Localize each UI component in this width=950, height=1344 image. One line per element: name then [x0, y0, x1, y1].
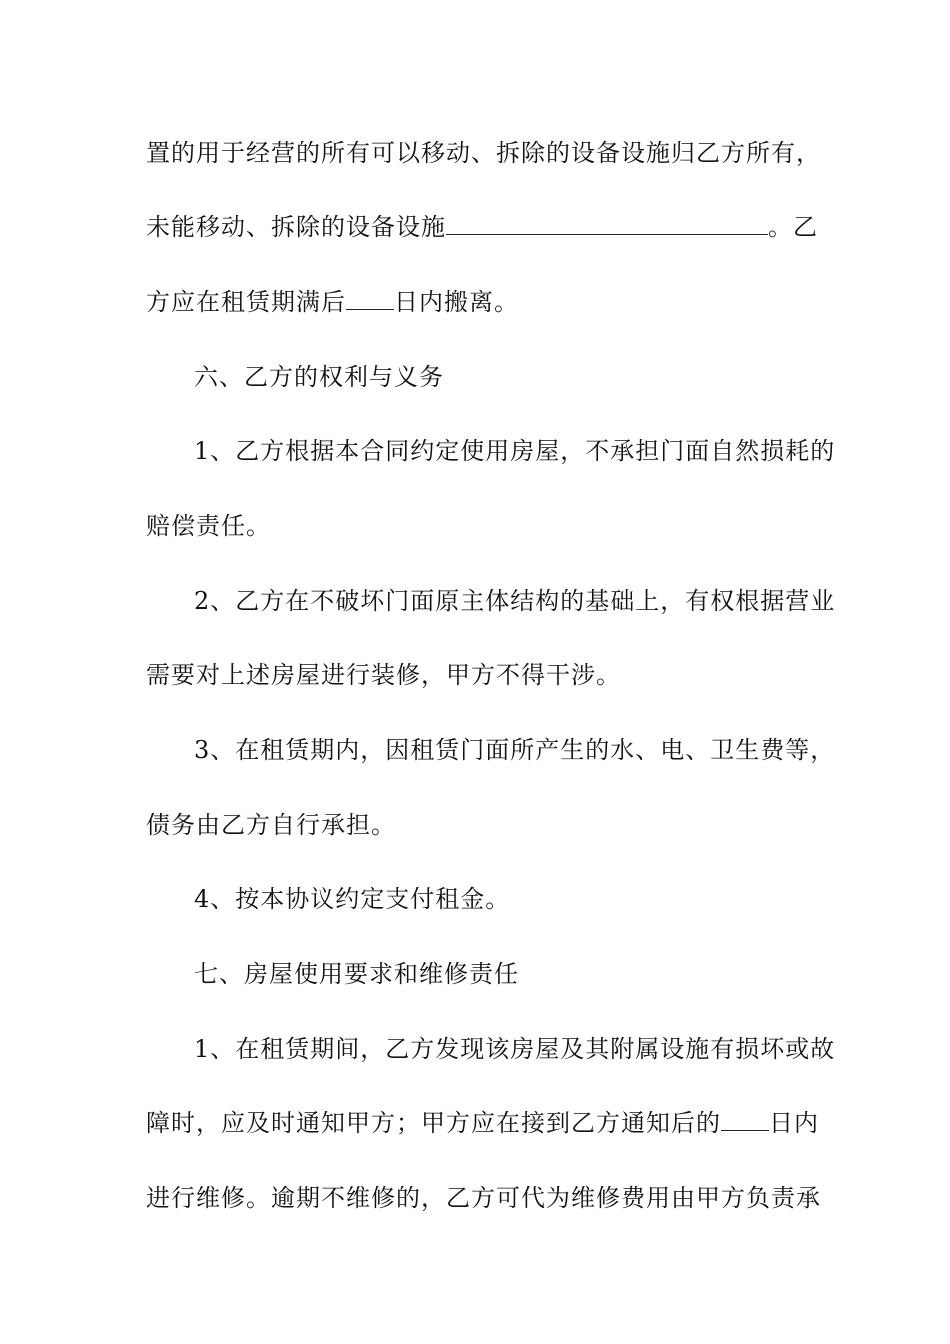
text-line: 4、按本协议约定支付租金。 — [194, 885, 511, 913]
text-segment: 日内 — [769, 1109, 819, 1137]
fill-in-blank — [446, 212, 768, 235]
fill-in-blank — [721, 1108, 769, 1131]
text-segment: 未能移动、拆除的设备设施 — [146, 213, 446, 241]
text-line — [146, 1107, 819, 1139]
text-segment: 障时，应及时通知甲方；甲方应在接到乙方通知后的 — [146, 1109, 721, 1137]
text-line: 置的用于经营的所有可以移动、拆除的设备设施归乙方所有， — [146, 139, 821, 167]
text-line: 3、在租赁期内，因租赁门面所产生的水、电、卫生费等， — [194, 736, 836, 764]
section-heading: 六、乙方的权利与义务 — [194, 363, 444, 391]
text-segment: 日内搬离。 — [394, 288, 519, 316]
section-heading: 七、房屋使用要求和维修责任 — [194, 960, 519, 988]
text-segment: 方应在租赁期满后 — [146, 288, 346, 316]
text-line: 进行维修。逾期不维修的，乙方可代为维修费用由甲方负责承 — [146, 1184, 821, 1212]
fill-in-blank — [346, 287, 394, 310]
text-line — [146, 286, 816, 318]
text-line: 1、在租赁期间，乙方发现该房屋及其附属设施有损坏或故 — [194, 1035, 836, 1063]
text-line: 1、乙方根据本合同约定使用房屋，不承担门面自然损耗的 — [194, 437, 836, 465]
text-line: 需要对上述房屋进行装修，甲方不得干涉。 — [146, 661, 621, 689]
text-segment: 。乙 — [768, 213, 818, 241]
text-line: 赔偿责任。 — [146, 512, 271, 540]
text-line — [146, 211, 816, 243]
text-line: 2、乙方在不破坏门面原主体结构的基础上，有权根据营业 — [194, 587, 836, 615]
text-line: 债务由乙方自行承担。 — [146, 811, 396, 839]
